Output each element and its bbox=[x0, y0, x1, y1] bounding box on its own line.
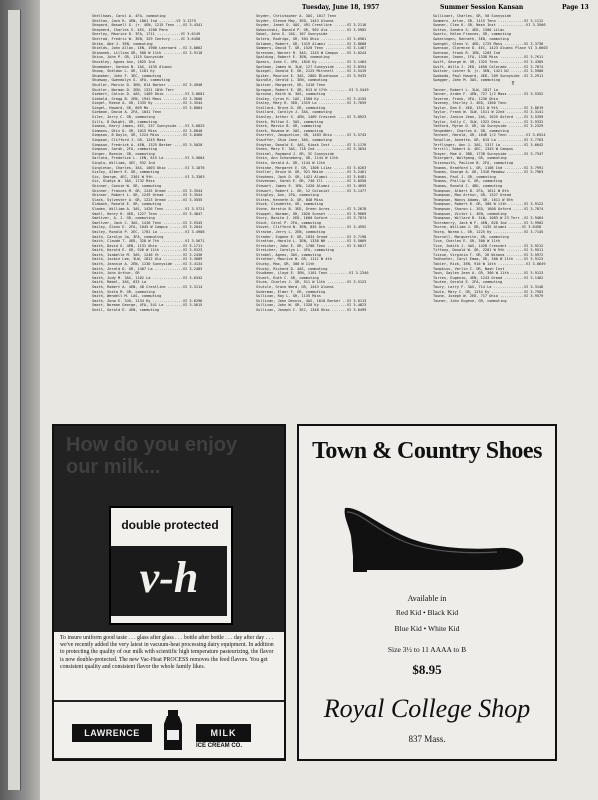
directory-entry: Towry, Larry F. 3AS, 714 La ..............VI 3-3146 bbox=[433, 285, 544, 290]
directory-entry: Six, George, 4EC, 2301 W 9th ..............VI 3-3363 bbox=[92, 174, 205, 179]
directory-entry: Thompson, Nancy Adams, GR, 1611 W 6th bbox=[433, 197, 514, 202]
directory-entry: Smith, Mabel, 3AS, 633 La bbox=[92, 280, 147, 285]
directory-entry: Shelton, Jack R. 4EN, 1801 Ind ........VI 3-1275 bbox=[92, 18, 196, 23]
price: $8.95 bbox=[412, 662, 442, 677]
directory-entry: Siebold, Gregg B. 2EN, 1941 Mass .........VI 3-3608 bbox=[92, 96, 203, 101]
directory-entry: Stephens, Jack D. GR, 1421 Alumni ........VI 3-6481 bbox=[256, 174, 367, 179]
directory-entry: Strobel, Agnes, 3AS, commuting bbox=[256, 252, 321, 257]
shoe-icon bbox=[339, 496, 529, 576]
directory-entry: Stutzle, Grace Ward, GR, 1443 Alumni bbox=[256, 285, 334, 290]
directory-entry: Snyder, Janet O. 4AS, 491 Crestline ......VI 3-2116 bbox=[256, 23, 367, 28]
header-page: Page 13 bbox=[562, 4, 589, 11]
directory-entry: Sutton, Sandra S. 4ED, 1300 Lilac bbox=[433, 27, 505, 32]
directory-entry: Swift, George W. GR, 1325 Tenn ...........VI 3-4385 bbox=[433, 59, 544, 64]
directory-entry: Siegel, Reese A. GR, 1335 Ky .............VI 3-3544 bbox=[92, 101, 203, 106]
directory-entry: Sumner, Cleo K. GR, Nash Inst .............VI 3-3566 bbox=[433, 23, 546, 28]
directory-entry: Swartz, Helen Frances, GR, commuting bbox=[433, 32, 511, 37]
directory-entry: Smith, Jeannie A. 2EN, 1130 Sunnyside ....VI 3-4134 bbox=[92, 262, 203, 267]
milk-ad-body: To insure uniform good taste . . . glass after glass . . . bottle after bottle . . . day after day . . . we've recently added the very latest in vacuum-heat processing dairy equipment. In addition to protecting the quality of our milk with scientific high temperature pasteurizing, the flavor is now double-protected. The new Vac-Heat PROCESS removes the feed flavors. You get consistent quality and consistent flavor the whole family likes. bbox=[54, 632, 284, 700]
directory-entry: Swearingen, Kenneth, 3ED, commuting bbox=[433, 36, 509, 41]
directory-entry: Sullivan, John W. GR, 1328 Ky ............VI 3-4823 bbox=[256, 303, 367, 308]
directory-entry: Singer, Bonnie, GR, commuting bbox=[92, 151, 155, 156]
directory-entry: Shumway, Gwendolyn G. 4FA, commuting bbox=[92, 78, 170, 83]
directory-entry: Shutler, Marvin D. 3EN, 814 Barker .......VI 3-4948 bbox=[92, 82, 203, 87]
double-protected-label: double protected bbox=[121, 518, 219, 532]
directory-entry: Tennent, Harold, GR, 1646 1/2 Tenn ........VI 3-6524 bbox=[433, 133, 546, 138]
directory-entry: Torres, Eugenio, 4EN, 1243 Oread .........VI 3-1462 bbox=[433, 275, 544, 280]
double-protected-box bbox=[109, 506, 233, 625]
directory-entry: Swagger, John M. 3AS, commuting bbox=[433, 78, 501, 83]
directory-entry: Swoboda, Paul Howard, 4ED, 209 Sunnyside .VI 3-2911 bbox=[433, 73, 544, 78]
directory-entry: Thayer, Mae A. 3BD, 1738 Sunnyside .......VI 3-7347 bbox=[433, 151, 544, 156]
directory-entry: Stallard, Bryce D. GR, commuting bbox=[256, 105, 326, 110]
directory-entry: Simpson, Fredrick A. 4EN, 1325 Barker ....VI 3-5020 bbox=[92, 142, 203, 147]
directory-entry: Simpson, B Doyle, GR, 1224 Miss ..........VI 3-8460 bbox=[92, 133, 203, 138]
directory-entry: Stock, Claudette, GR, commuting bbox=[256, 202, 324, 207]
directory-entry: Sommers, David T. GR, 1520 Tenn ..........VI 3-1467 bbox=[256, 46, 367, 51]
directory-entry: Tice, Charles E. GR, 300 W 11th bbox=[433, 239, 501, 244]
directory-entry: Stone, Kerstin B. 3ED, Green Acres .......VI 3-2678 bbox=[256, 206, 367, 211]
milk-ad-question: How do you enjoy our milk... bbox=[66, 434, 238, 478]
directory-entry: Solera, Rodrigo, GR, 304 Ohio ............VI 3-6581 bbox=[256, 36, 367, 41]
directory-entry: Stoppel, Norman, GR, 1020 Sunset .........VI 3-9669 bbox=[256, 211, 367, 216]
directory-entry: Swengel, Glenn V. 4ED, 1725 Mass .........VI 3-3736 bbox=[433, 41, 544, 46]
directory-entry: Stewart, Robert L. GR, 12 Colonial .......VI 3-1477 bbox=[256, 188, 367, 193]
previous-page-edge bbox=[8, 10, 21, 790]
directory-entry: Thompson, Albert B. 2FA, 1611 W 6th bbox=[433, 188, 509, 193]
directory-entry: Smart, Norman George, 4FA, 541 La ........VI 3-5615 bbox=[92, 303, 203, 308]
directory-entry: Stevenson, Sarah E. GR, 740 Ill ..........VI 3-8550 bbox=[256, 179, 367, 184]
directory-entry: Swenson, Joann, 1FA, 1338 Miss ...........VI 3-7611 bbox=[433, 55, 544, 60]
dairy-name-left: LAWRENCE bbox=[72, 724, 152, 742]
directory-entry: Sobocinski, Donald P. GR, 902 Ala ........VI 3-5902 bbox=[256, 27, 367, 32]
directory-entry: Smith, David G. 4EN, 1131 Ohio ...........VI 3-1711 bbox=[92, 243, 203, 248]
milk-advertisement bbox=[52, 424, 286, 761]
directory-entry: Sobel, John G. 2AS, 107 Sunnyside bbox=[256, 32, 328, 37]
directory-entry: Thornberry, Jack W F. 4EN, 828 Ind .......VI 3-9902 bbox=[433, 220, 544, 225]
directory-entry: Starrett, Jacqueline, GR, 1403 Ohio ......VI 3-5743 bbox=[256, 133, 367, 138]
directory-entry: Stallard, Carolyn J. 3AS, commuting bbox=[256, 110, 332, 115]
directory-entry: Towner, John Eugene, GR, commuting bbox=[433, 298, 507, 303]
directory-entry: Spiker, Maurice E. 3AS, 2002 Bluehouse ...VI 3-9433 bbox=[256, 73, 367, 78]
directory-entry: Stayton, Donald E. 4AS, Kiosk Inst .......VI 3-1176 bbox=[256, 142, 367, 147]
directory-entry: Stingley, Ann, 2FA, commuting bbox=[256, 193, 319, 198]
dairy-subtitle: ICE CREAM CO. bbox=[196, 743, 243, 749]
directory-entry: Thomas, Phillip S. GR, commuting bbox=[433, 179, 503, 184]
directory-entry: Tedford, Myron D. GR, 4A Sunnyside .......VI 3-2329 bbox=[433, 124, 544, 129]
directory-entry: Sullivan, Joseph C. 3EC, 1348 Ohio .......VI 3-6499 bbox=[256, 308, 367, 312]
milk-bottle-icon bbox=[157, 708, 189, 752]
directory-entry: Thomas, George A. GR, 1316 Meadow ........VI 3-7963 bbox=[433, 170, 544, 175]
directory-entry: Smiley, Ronald P. 2EC, 1701 La ............VI 3-4908 bbox=[92, 229, 205, 234]
directory-entry: Swenson, Frank R. 1EN, 1203 Ind bbox=[433, 50, 501, 55]
size-range: Size 3½ to 11 AAAA to B bbox=[387, 645, 467, 654]
directory-entry: Smith, Wendell M. LAS, commuting bbox=[92, 294, 162, 299]
directory-column-2 bbox=[256, 14, 421, 444]
directory-entry: Stewart, James E. 1EN, 1420 Alumni .......VI 3-4655 bbox=[256, 183, 367, 188]
directory-entry: Smeltzer, Jack C. 3AS, 1416 Tenn .........VI 3-9345 bbox=[92, 220, 203, 225]
directory-entry: Sherley, Maurice D. 3FA, 1711 ...........VI 3-6149 bbox=[92, 32, 201, 37]
directory-entry: Smeltzer, A. J. GR, commuting bbox=[92, 216, 155, 221]
directory-entry: Smith, Jackie Lee, 3LW, 1812 Ala .........VI 3-3689 bbox=[92, 257, 203, 262]
directory-entry: Steinke, Margaret E. GR, 1306 Lilac ......VI 3-6263 bbox=[256, 165, 367, 170]
directory-entry: Shoop, Sheldon L. GR, 1101 Ky bbox=[92, 69, 155, 74]
directory-entry: Skinner, Connie W. GR, commuting bbox=[92, 183, 162, 188]
directory-entry: Thisenwith, Pauline B. 2FA, commuting bbox=[433, 161, 514, 165]
directory-entry: Slack, Sylvester A. GR, 1223 Oread .......VI 3-3555 bbox=[92, 197, 203, 202]
directory-entry: Shepherd, Charles S. 4ES, 1200 Penn bbox=[92, 27, 168, 32]
directory-column-3 bbox=[433, 14, 593, 424]
directory-entry: Shike, Abe J. 3EN, commuting bbox=[92, 41, 153, 46]
section-letter: T bbox=[511, 81, 515, 87]
directory-entry: Shockley, Agnes Ann, 1825 Ind bbox=[92, 59, 155, 64]
directory-entry: Taylor, Sally C. 3LW, 1322 Ohio ..........VI 3-9332 bbox=[433, 119, 544, 124]
directory-entry: Smith, Zona E. 3JO, 1134 Ky ..............VI 3-6296 bbox=[92, 298, 203, 303]
directory-entry: Steen, Mary E. 3AS, 718 Ind ..............VI 3-3834 bbox=[256, 147, 367, 152]
directory-entry: Spitzer, Margaret, GR, 1410 Tenn bbox=[256, 82, 326, 87]
directory-entry: Tenpllie, Annette, GR, 615 La ............VI 3-7763 bbox=[433, 138, 544, 143]
directory-entry: Tice, Judith J. 4AS, 1428 Crescent .......VI 3-9212 bbox=[433, 243, 544, 248]
directory-entry: Skinner, Robert L. GR, 1249 Oread ........VI 3-3544 bbox=[92, 193, 203, 198]
directory-entry: Tompkins, Verlin C. GR, Nash Inst bbox=[433, 266, 505, 271]
directory-entry: Steller, Bruce W. GR, 921 Maine ..........VI 3-2461 bbox=[256, 170, 367, 175]
directory-entry: Shoemaker, Gordon N. 1AS, 1435 Alumni bbox=[92, 64, 173, 69]
directory-entry: Stucky, Max, GR, 300 W 11th bbox=[256, 262, 315, 267]
directory-entry: Tanner, Robert L. 3LW, 1817 La bbox=[433, 87, 498, 92]
directory-entry: Shepard, Boswell G. jr. 4EN, 1215 Tenn ...VI 3-4341 bbox=[92, 23, 203, 28]
directory-entry: Toutee, Gerald E. 2FA, commuting bbox=[433, 280, 503, 285]
directory-column-1 bbox=[92, 14, 247, 444]
directory-entry: Snyder, Christopher A. 3AS, 1017 Tenn bbox=[256, 14, 337, 18]
directory-entry: Smith, John Arthur, GR bbox=[92, 271, 140, 276]
directory-entry: Singla, William, 4EC, 932 Ind bbox=[92, 161, 155, 165]
directory-entry: Shimonek, Lillian GR, 500 W 11th .........VI 3-9110 bbox=[92, 50, 203, 55]
directory-entry: Thompson, Victor L. 4EN, commuting bbox=[433, 211, 507, 216]
directory-entry: Sarlata, Frederick L. 1EN, 815 La .........VI 3-5604 bbox=[92, 156, 205, 161]
header-paper: Summer Session Kansan bbox=[440, 4, 524, 11]
directory-entry: Steinel, Raymond J. GR, 3C Sunnyside bbox=[256, 151, 334, 156]
directory-entry: Thomas, Ronald C. 4BU, commuting bbox=[433, 183, 503, 188]
directory-entry: Stracke, Jerry L. 2EN, commuting bbox=[256, 229, 326, 234]
directory-entry: Thompson, Robert R. GR, 300 W 11th .......VI 3-9122 bbox=[433, 202, 544, 207]
directory-entry: Smith, Isabelle M. 3AS, 1246 Vt ..........VI 3-2436 bbox=[92, 252, 203, 257]
directory-entry: Strother, Maurice W. GR, 1111 W 4th bbox=[256, 257, 332, 262]
directory-entry: Spindle, Gerald L. 3EN, commuting bbox=[256, 78, 328, 83]
directory-entry: Simpson, Clifford J. GR, 1245 Mass bbox=[92, 138, 166, 143]
directory-entry: Siebert, Calvin D. 4AS, 1409 Ohio .........VI 3-0601 bbox=[92, 92, 205, 97]
directory-entry: Slabach, Ronald E. GR, commuting bbox=[92, 202, 162, 207]
directory-entry: Sladen, William A. 3AS, 1426 Tenn .........VI 3-5721 bbox=[92, 206, 205, 211]
directory-entry: Smith, Harold E. GR, 926 W 11th ..........VI 3-9123 bbox=[92, 248, 203, 253]
directory-entry: Summers, Arlen, GR, 1115 Tenn ............VI 3-1112 bbox=[433, 18, 544, 23]
shop-address: 837 Mass. bbox=[408, 734, 446, 744]
shoe-advertisement bbox=[297, 424, 557, 761]
directory-entry: Thompson, Max Arthur, GR, 1327 Oread bbox=[433, 193, 511, 198]
directory-entry: Small, Henry H. 4ED, 1227 Tenn ...........VI 3-4847 bbox=[92, 211, 203, 216]
directory-entry: Towle, Mary C. GR, 1234 Ky ...............VI 3-7503 bbox=[433, 289, 544, 294]
directory-entry: Thomas, Paul J. GR, commuting bbox=[433, 174, 496, 179]
directory-entry: Singleton, Charles, 3AS, 1003 Ohio ........VI 3-1876 bbox=[92, 165, 205, 170]
directory-entry: Terrill, Robert A. 4EC, 1343 W Campus bbox=[433, 147, 514, 152]
directory-entry: Tissue, Virginia T. GR, 26 Winona ........VI 3-5972 bbox=[433, 252, 544, 257]
directory-entry: Thorp, Norma L. GR, 1225 Ky ..............VI 3-7145 bbox=[433, 229, 544, 234]
directory-entry: Stark, Marvin B. GR, commuting bbox=[256, 124, 321, 129]
directory-entry: Switzer, Lester B. jr. 3EN, 1421 NJ ......VI 3-5900 bbox=[433, 69, 544, 74]
availability-label: Available in bbox=[407, 594, 447, 603]
directory-entry: Smith, Claude T. 4ED, 328 W 7th ...........VI 3-5671 bbox=[92, 239, 205, 244]
directory-entry: Siegel, Howard, GR, 609 Mo ...............VI 3-8004 bbox=[92, 105, 203, 110]
directory-entry: Shumaker, John F. 3EC, commuting bbox=[92, 73, 162, 78]
directory-entry: Sprague, Robert E. GR, 613 W 17th .........VI 3-5449 bbox=[256, 87, 369, 92]
directory-entry: Thompson, Willard B. 3LW, 1083 W 23 Terr .VI 3-9464 bbox=[433, 216, 544, 221]
directory-entry: Thomas, Bradford L. GR, 1108 Ind .........VI 3-7991 bbox=[433, 165, 544, 170]
directory-entry: Solomon, Robert, GR, 1419 Alumni .........VI 3-8680 bbox=[256, 41, 367, 46]
directory-entry: Sherrod, Fredric W. 3EN, 329 Century ....VI 3-6458 bbox=[92, 36, 201, 41]
dairy-name-right: MILK bbox=[196, 724, 251, 742]
directory-entry: Towne, Joseph W. 2ED, 717 Ohio ...........VI 3-9579 bbox=[433, 294, 544, 299]
directory-entry: Sorensen, Warner H. 3AS, 1245 W Campus ...VI 3-0244 bbox=[256, 50, 367, 55]
directory-entry: Smith, Jerald D. GR, 1407 La .............VI 3-2483 bbox=[92, 266, 203, 271]
color-options-2: Blue Kid • White Kid bbox=[394, 624, 460, 633]
directory-entry: Smith, Judy M. 3AS, 1102 La ..............VI 3-6342 bbox=[92, 275, 203, 280]
directory-entry: Stark, Milton S. 3AS, commuting bbox=[256, 119, 324, 124]
directory-entry: Stratton, Harold L. 3EN, 1338 NH .........VI 3-5069 bbox=[256, 239, 367, 244]
directory-entry: Sullivan, John Dennis, 4AS, 1818 Barker ..VI 3-6113 bbox=[256, 298, 367, 303]
directory-entry: Sills, D Dwight, GR, commuting bbox=[92, 119, 157, 124]
directory-entry: Taveney, Shirley J. 4ED, 1300 Tenn bbox=[433, 101, 507, 106]
directory-entry: Taverne, Frank, 4FA, 1236 Ohio bbox=[433, 96, 498, 101]
directory-entry: Stover, Clifford N. 3EN, 845 Ark .........VI 3-4592 bbox=[256, 225, 367, 230]
directory-entry: Shellhaas, Carol A. 4FA, commuting bbox=[92, 14, 166, 18]
directory-entry: Tiffany, Donald W. GR, 2201 W 9th ........VI 3-9511 bbox=[433, 248, 544, 253]
directory-entry: Simmons, Otis D. GR, 1015 Miss ...........VI 3-6840 bbox=[92, 128, 203, 133]
directory-entry: Sullivan, Roy L. GR, 1135 Miss bbox=[256, 294, 321, 299]
directory-entry: Skinner, Frances M. GR, 1245 Oread .......VI 3-3544 bbox=[92, 188, 203, 193]
directory-entry: Studkeen, Lloyd E. 3EN, 1101 Tenn .........VI 3-2346 bbox=[256, 271, 369, 276]
directory-entry: Tengedder, Charles A. GR, commuting bbox=[433, 128, 509, 133]
directory-entry: Terflinger, Ann J. 3AS, 1317 La ..........VI 3-6642 bbox=[433, 142, 544, 147]
directory-entry: Tanner, Arden F. 4EN, 727 1/2 Mass .......VI 3-5352 bbox=[433, 92, 544, 97]
directory-entry: Taylor, Dan E. 4ED, 1311 W 9th ...........VI 3-8619 bbox=[433, 105, 544, 110]
directory-entry: Spears, John C. 4PA, 1816 Ky .............VI 3-1464 bbox=[256, 59, 367, 64]
directory-entry: Smith, Vesta M. GR, commuting bbox=[92, 289, 155, 294]
color-options-1: Red Kid • Black Kid bbox=[395, 608, 459, 617]
directory-entry: Six, Gladys W. 3AS, 1732 Miss bbox=[92, 179, 155, 184]
vh-logo: v-h bbox=[111, 546, 227, 616]
directory-entry: Toon, Gaylen Jean A. GR, 300 W 11th ......VI 3-9123 bbox=[433, 271, 544, 276]
directory-entry: Snell, Gerald E. 4EN, commuting bbox=[92, 308, 160, 312]
shoe-ad-title: Town & Country Shoes bbox=[312, 438, 542, 464]
directory-entry: Smith, Robert A. 4EN, 48 Crestline .......VI 3-3114 bbox=[92, 285, 203, 290]
directory-entry: Stanley, Arthur S. 4EN, 1409 Crescent ....VI 3-8923 bbox=[256, 115, 367, 120]
directory-entry: Shields, John Allan, 1EN, 1900 Learnard ..VI 3-8062 bbox=[92, 46, 203, 51]
directory-entry: Spalding, Robert E. 3EN, commuting bbox=[256, 55, 330, 60]
directory-entry: Taylor, Janice Jean, 2AS, 1625 Oxford ....VI 3-5359 bbox=[433, 115, 544, 120]
binding-shadow bbox=[0, 0, 40, 800]
directory-entry: Siler, Jerry C. GR, commuting bbox=[92, 115, 155, 120]
directory-entry: Sullivant, Charles, GR, 50 Sunnyside bbox=[433, 14, 511, 18]
directory-entry: Sturm, Charles J. GR, 511 W 11th .........VI 3-5123 bbox=[256, 280, 367, 285]
directory-entry: Smiley, Glenn E. 2FA, 1045 W Campus ......VI 3-2044 bbox=[92, 225, 203, 230]
directory-entry: Streicher, Carolyn L. 4FA, commuting bbox=[256, 248, 334, 253]
directory-entry: Stout, Carol P. 2FA, commuting bbox=[256, 220, 321, 225]
directory-entry: Stites, Kenneth D. GR, 848 Miss bbox=[256, 197, 324, 202]
directory-entry: Spelman, James W. 3LW, 127 Sunnyside .....VI 3-8354 bbox=[256, 64, 367, 69]
directory-entry: Snyder, Glenna May, 3ED, 1443 Alumni bbox=[256, 18, 334, 23]
directory-entry: Staley, Mary R. 3ED, 1319 La .............VI 3-7659 bbox=[256, 101, 367, 106]
directory-entry: Thorne, William J. GR, 1435 Alumni ......VI 3-6458 bbox=[433, 225, 542, 230]
directory-entry: Shinn, John P. GR, 1115 Sunnyside bbox=[92, 55, 164, 60]
directory-entry: Swift, Willa J. 2ED, 1650 Colorado .......VI 3-7874 bbox=[433, 64, 544, 69]
directory-entry: Sprouse, Keith W. 3AS, commuting bbox=[256, 92, 326, 97]
directory-entry: Stein, Ann Schoneberg, GR, 1144 W 11th bbox=[256, 156, 339, 161]
header-date: Tuesday, June 18, 1957 bbox=[302, 4, 380, 11]
directory-entry: Thiergart, Wolfgang, GR, commuting bbox=[433, 156, 507, 161]
directory-entry: Stuart, Ruth C. GR, commuting bbox=[256, 275, 319, 280]
directory-entry: Smith, Carolyn Jo, 3FA, commuting bbox=[92, 234, 164, 239]
directory-entry: Story, Bonita J. 2ED, 1600 Oxford ........VI 3-7874 bbox=[256, 216, 367, 221]
directory-entry: Strader, Eugene E. GR, 1034 Oread ........VI 3-7198 bbox=[256, 234, 367, 239]
directory-entry: Thompson, Sharon L. 2ED, 1608 Oxford .....VI 3-7874 bbox=[433, 206, 544, 211]
directory-entry: Suderman, Elmer F. GR, commuting bbox=[256, 289, 326, 294]
directory-entry: Staley, Cyrus H. 1AS, 1500 Ky ............VI 3-4155 bbox=[256, 96, 367, 101]
directory-entry: Stucky, Richard D. 4AS, commuting bbox=[256, 266, 328, 271]
directory-entry: Simeon, Harry James, 4EC, 237 Sunnyside ...VI 3-6825 bbox=[92, 124, 205, 129]
directory-entry: Spiegel, Donald E. GR, 2125 Mitchell .....VI 3-5419 bbox=[256, 69, 367, 74]
directory-entry: Thornell, Marguerite, GR, commuting bbox=[433, 234, 509, 239]
directory-entry: Swenson, Clarence D. 4EC, 1423 Alumni Place VI 3-6603 bbox=[433, 46, 548, 51]
directory-entry: Siekman, David A. 2FA, 1041 Tenn bbox=[92, 110, 162, 115]
directory-entry: Tobler, Rick, 3EN, 916 W 14th .............VI 3-8649 bbox=[433, 262, 546, 267]
directory-entry: Simpson, Sarah, 2FA, commuting bbox=[92, 147, 157, 152]
page-header bbox=[40, 4, 598, 14]
shop-name: Royal College Shop bbox=[323, 694, 531, 723]
directory-entry: Stark, Rowena W. 3AS, commuting bbox=[256, 128, 324, 133]
directory-entry: Stein, Gerald A. GR, 1144 W 11th bbox=[256, 161, 326, 165]
directory-entry: Todhunter, Caryl Emma, GR, 300 W 11th ....VI 3-9123 bbox=[433, 257, 544, 262]
directory-entry: Streicher, John E. GR, 1708 Tenn .........VI 3-6817 bbox=[256, 243, 367, 248]
directory-entry: Shutler, Norman D. 2EN, 1321 18th Terr bbox=[92, 87, 175, 92]
directory-entry: Stauffer, Shia Jane, 3AS, commuting bbox=[256, 138, 332, 143]
dairy-logo-strip bbox=[54, 702, 284, 758]
directory-entry: Sisley, Albert E. GR, commuting bbox=[92, 170, 160, 175]
directory-entry: Taylor, Frank W. 3LW, 1511 W 22nd ........VI 3-3141 bbox=[433, 110, 544, 115]
